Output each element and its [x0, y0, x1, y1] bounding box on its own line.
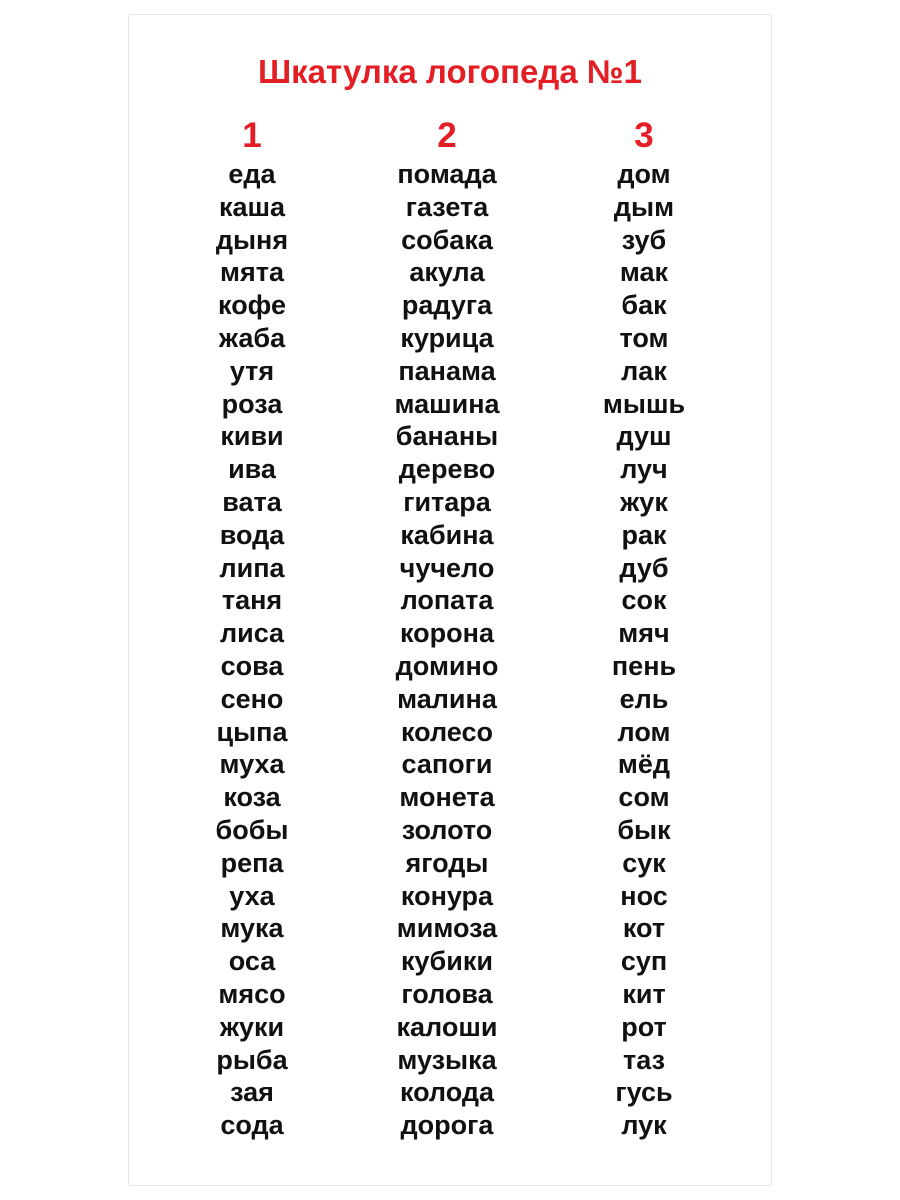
page-title: Шкатулка логопеда №1 [258, 53, 642, 90]
word-item: чучело [399, 552, 495, 583]
word-item: сапоги [401, 749, 493, 780]
word-item: кит [622, 978, 666, 1009]
word-item: машина [394, 388, 500, 419]
word-item: цыпа [216, 716, 288, 747]
column-heading: 1 [242, 116, 262, 155]
word-item: оса [228, 946, 276, 977]
word-item: еда [228, 159, 276, 189]
word-item: дыня [215, 224, 289, 255]
word-item: ель [619, 683, 669, 714]
word-item: колесо [401, 716, 493, 747]
word-item: уха [229, 880, 275, 911]
word-item: нос [620, 880, 668, 911]
word-item: муха [219, 749, 285, 780]
column-heading: 3 [634, 116, 654, 155]
word-item: голова [401, 978, 493, 1009]
word-item: музыка [397, 1044, 497, 1075]
word-item: жук [620, 486, 668, 517]
word-item: том [619, 322, 669, 353]
word-item: мимоза [396, 913, 498, 944]
word-item: сено [220, 683, 284, 714]
word-item: сода [220, 1110, 284, 1141]
word-item: кофе [218, 290, 286, 321]
word-item: курица [400, 322, 494, 353]
word-item: вода [219, 519, 285, 550]
word-item: сок [621, 585, 667, 616]
word-item: мяч [618, 618, 670, 649]
word-item: мука [220, 913, 284, 944]
word-item: мышь [602, 388, 686, 419]
word-item: лиса [219, 618, 285, 649]
word-item: калоши [396, 1011, 498, 1042]
word-item: рот [621, 1011, 667, 1042]
word-item: жаба [218, 322, 286, 353]
word-item: сова [220, 650, 284, 681]
word-item: малина [397, 683, 497, 714]
word-item: мята [220, 257, 284, 288]
word-item: колода [399, 1077, 495, 1108]
word-item: бык [617, 814, 671, 845]
word-item: дым [613, 191, 675, 222]
word-item: зуб [621, 224, 667, 255]
word-item: домино [395, 650, 499, 681]
word-item: суп [620, 946, 668, 977]
word-item: акула [409, 257, 485, 288]
word-item: луч [620, 454, 668, 485]
word-item: утя [229, 355, 275, 386]
word-item: душ [616, 421, 672, 452]
word-item: рак [621, 519, 667, 550]
word-item: лук [621, 1110, 667, 1141]
word-item: липа [219, 552, 285, 583]
word-item: бобы [215, 814, 289, 845]
word-item: сом [618, 782, 670, 813]
word-item: каша [218, 191, 286, 222]
word-item: бак [621, 290, 667, 321]
word-item: киви [220, 421, 284, 452]
word-item: роза [221, 388, 283, 419]
word-item: дерево [398, 454, 496, 485]
word-item: таня [221, 585, 283, 616]
word-item: бананы [395, 421, 499, 452]
word-item: ягоды [405, 847, 489, 878]
word-item: кот [622, 913, 666, 944]
word-item: репа [220, 847, 284, 878]
word-item: пень [611, 650, 677, 681]
word-item: гусь [615, 1077, 673, 1108]
word-item: помада [397, 159, 497, 189]
word-item: лопата [400, 585, 494, 616]
word-item: кабина [400, 519, 494, 550]
word-item: мак [619, 257, 669, 288]
word-item: собака [401, 224, 493, 255]
column-heading: 2 [437, 116, 457, 155]
word-item: корона [400, 618, 494, 649]
word-item: дорога [400, 1110, 494, 1141]
word-item: панама [398, 355, 496, 386]
word-item: лом [617, 716, 671, 747]
word-item: монета [399, 782, 495, 813]
word-item: конура [400, 880, 494, 911]
word-item: вата [222, 486, 282, 517]
word-item: мясо [218, 978, 286, 1009]
word-item: рыба [216, 1044, 288, 1075]
word-item: золото [401, 814, 493, 845]
word-item: гитара [403, 486, 491, 517]
word-item: кубики [401, 946, 493, 977]
word-item: газета [405, 191, 489, 222]
word-item: сук [622, 847, 666, 878]
word-item: лак [621, 355, 667, 386]
word-column-3 [524, 114, 764, 1142]
word-item: жуки [219, 1011, 285, 1042]
word-item: зая [230, 1077, 274, 1108]
word-item: дуб [619, 552, 669, 583]
word-item: таз [623, 1044, 665, 1075]
word-item: мёд [617, 749, 671, 780]
word-item: коза [223, 782, 281, 813]
word-item: ива [228, 454, 276, 485]
word-item: радуга [401, 290, 493, 321]
word-item: дом [617, 159, 671, 189]
